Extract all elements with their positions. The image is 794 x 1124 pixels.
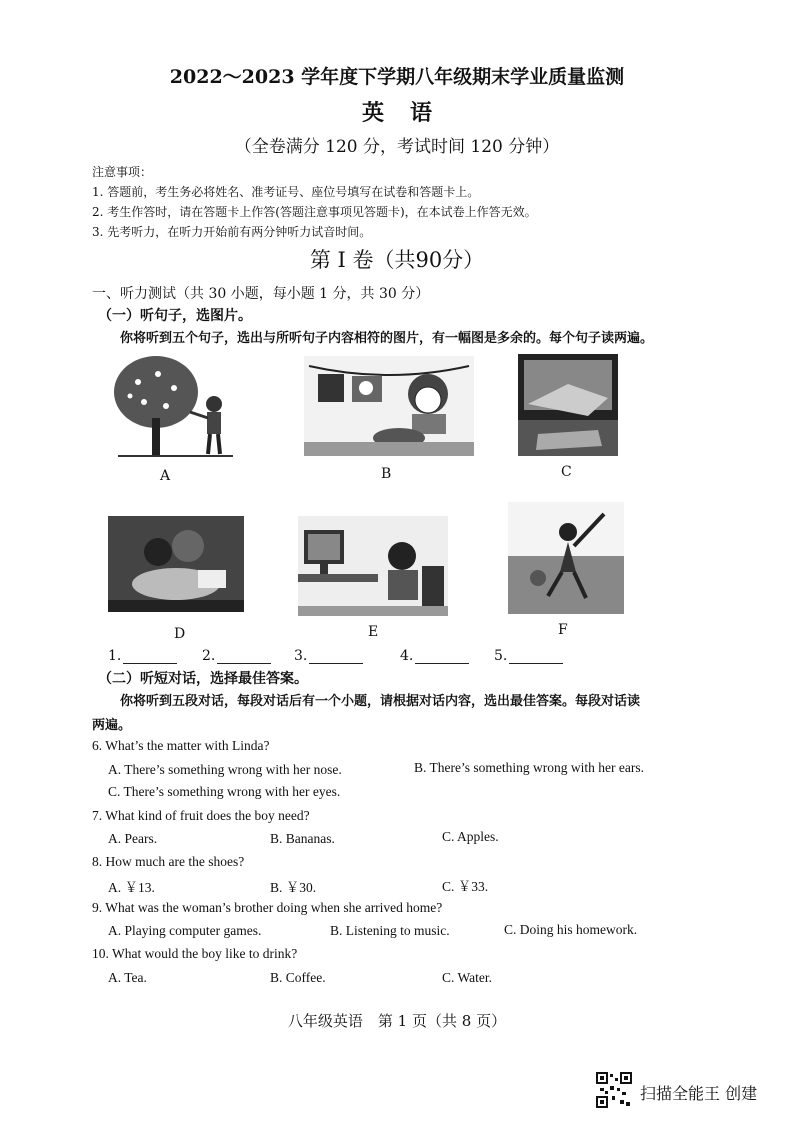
option-b: B. Coffee. <box>270 970 326 985</box>
subsection-instruction: 你将听到五段对话，每段对话后有一个小题，请根据对话内容，选出最佳答案。每段对话读 <box>120 694 641 709</box>
page-footer: 八年级英语 第 1 页（共 8 页） <box>287 1012 507 1030</box>
note-item: 3. 先考听力，在听力开始前有两分钟听力试音时间。 <box>92 225 372 239</box>
picture-label: A <box>160 468 171 484</box>
note-item: 1. 答题前，考生务必将姓名、准考证号、座位号填写在试卷和答题卡上。 <box>92 185 480 199</box>
girl-washing-clothes-icon <box>304 356 474 456</box>
score-info: （全卷满分 120 分，考试时间 120 分钟） <box>234 137 560 157</box>
subsection-instruction: 你将听到五个句子，选出与所听句子内容相符的图片，有一幅图是多余的。每个句子读两遍。 <box>120 331 654 346</box>
option-a: A. ￥13. <box>108 880 155 895</box>
section-title: 一、听力测试（共 30 小题，每小题 1 分，共 30 分） <box>92 286 430 302</box>
picture-label: C <box>561 464 572 480</box>
option-b: B. ￥30. <box>270 880 317 895</box>
picture-label: E <box>368 624 379 640</box>
scanner-watermark: 扫描全能王 创建 <box>640 1084 758 1103</box>
option-a: A. Pears. <box>108 831 158 846</box>
part-title: 第 I 卷（共90分） <box>309 248 485 272</box>
subject-title: 英语 <box>361 100 458 126</box>
question-text: 8. How much are the shoes? <box>92 854 245 869</box>
notes-block <box>92 162 537 242</box>
qr-code-icon <box>596 1072 632 1108</box>
notes-heading: 注意事项： <box>92 165 153 179</box>
option-a: A. Playing computer games. <box>108 923 262 938</box>
subsection-title: （二）听短对话，选择最佳答案。 <box>98 671 308 687</box>
option-b: B. Bananas. <box>270 831 335 846</box>
question-text: 9. What was the woman’s brother doing when she arrived home? <box>92 900 443 915</box>
picture-label: D <box>174 626 186 642</box>
answer-blank[interactable]: 3. <box>294 648 363 664</box>
boy-playing-sport-icon <box>508 502 624 614</box>
answer-blank[interactable]: 4. <box>400 648 469 664</box>
option-c: C. ￥33. <box>442 879 489 894</box>
option-b: B. Listening to music. <box>330 923 450 938</box>
picture-label: F <box>558 622 568 638</box>
option-a: A. There’s something wrong with her nose. <box>108 762 342 777</box>
option-c: C. Apples. <box>442 829 499 844</box>
answer-blank[interactable]: 1. <box>108 648 177 664</box>
picture-label: B <box>381 466 392 482</box>
exam-title: 2022～2023 学年度下学期八年级期末学业质量监测 <box>169 66 625 88</box>
tree-boy-icon <box>108 352 238 460</box>
hands-typing-icon <box>518 354 618 456</box>
question-text: 7. What kind of fruit does the boy need? <box>92 808 310 823</box>
option-c: C. There’s something wrong with her eyes. <box>108 784 341 799</box>
option-a: A. Tea. <box>108 970 147 985</box>
boy-at-computer-icon <box>298 516 448 616</box>
answer-blank[interactable]: 5. <box>494 648 563 664</box>
answer-blank[interactable]: 2. <box>202 648 271 664</box>
option-c: C. Doing his homework. <box>504 922 638 937</box>
subsection-title: （一）听句子，选图片。 <box>98 308 252 324</box>
subsection-instruction: 两遍。 <box>92 718 132 733</box>
option-b: B. There’s something wrong with her ears. <box>414 760 644 775</box>
note-item: 2. 考生作答时，请在答题卡上作答(答题注意事项见答题卡)，在本试卷上作答无效。 <box>92 205 537 219</box>
people-reading-icon <box>108 516 244 612</box>
question-text: 10. What would the boy like to drink? <box>92 946 298 961</box>
question-text: 6. What’s the matter with Linda? <box>92 738 270 753</box>
option-c: C. Water. <box>442 970 493 985</box>
